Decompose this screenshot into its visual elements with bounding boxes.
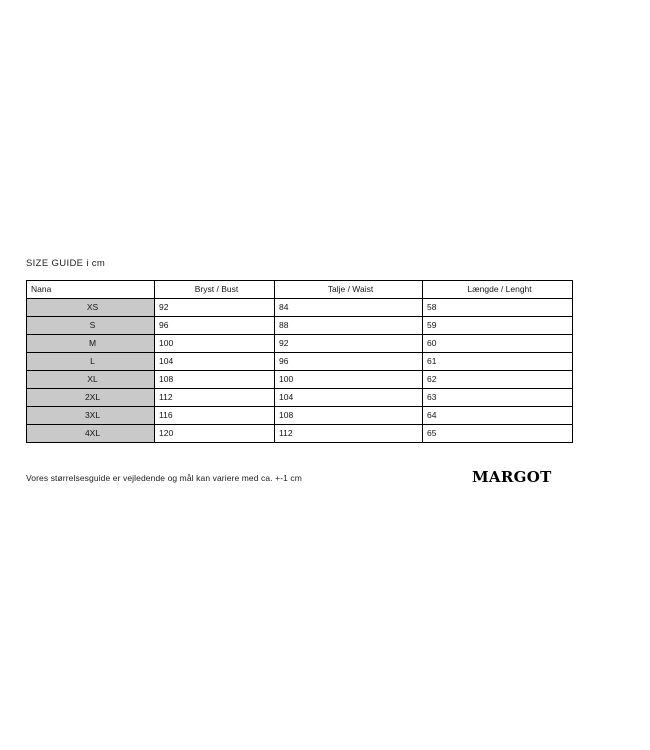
cell-size: 2XL — [27, 389, 155, 407]
cell-waist: 100 — [275, 371, 423, 389]
cell-length: 64 — [423, 407, 573, 425]
cell-length: 65 — [423, 425, 573, 443]
brand-logo: MARGOT — [472, 468, 552, 486]
table-row — [27, 371, 573, 389]
size-guide-content — [26, 258, 572, 443]
cell-size: XL — [27, 371, 155, 389]
cell-size: XS — [27, 299, 155, 317]
cell-length: 60 — [423, 335, 573, 353]
cell-size: L — [27, 353, 155, 371]
column-header-bust: Bryst / Bust — [155, 281, 275, 299]
cell-bust: 120 — [155, 425, 275, 443]
cell-bust: 96 — [155, 317, 275, 335]
table-row — [27, 425, 573, 443]
column-header-name: Nana — [27, 281, 155, 299]
cell-length: 61 — [423, 353, 573, 371]
cell-bust: 116 — [155, 407, 275, 425]
cell-waist: 84 — [275, 299, 423, 317]
cell-length: 62 — [423, 371, 573, 389]
table-row — [27, 407, 573, 425]
cell-length: 58 — [423, 299, 573, 317]
page-title: SIZE GUIDE i cm — [26, 258, 106, 269]
table-row — [27, 389, 573, 407]
cell-waist: 88 — [275, 317, 423, 335]
cell-bust: 108 — [155, 371, 275, 389]
table-row — [27, 353, 573, 371]
cell-size: 3XL — [27, 407, 155, 425]
cell-waist: 108 — [275, 407, 423, 425]
cell-length: 63 — [423, 389, 573, 407]
column-header-waist: Talje / Waist — [275, 281, 423, 299]
table-row — [27, 335, 573, 353]
cell-waist: 92 — [275, 335, 423, 353]
cell-waist: 104 — [275, 389, 423, 407]
cell-size: M — [27, 335, 155, 353]
cell-size: 4XL — [27, 425, 155, 443]
size-guide-table — [26, 280, 573, 443]
cell-waist: 112 — [275, 425, 423, 443]
table-header-row — [27, 281, 573, 299]
cell-bust: 104 — [155, 353, 275, 371]
cell-bust: 112 — [155, 389, 275, 407]
table-row — [27, 317, 573, 335]
cell-bust: 100 — [155, 335, 275, 353]
column-header-length: Længde / Lenght — [423, 281, 573, 299]
cell-bust: 92 — [155, 299, 275, 317]
measurement-disclaimer: Vores størrelsesguide er vejledende og mål kan variere med ca. +-1 cm — [26, 473, 302, 483]
cell-length: 59 — [423, 317, 573, 335]
table-row — [27, 299, 573, 317]
cell-size: S — [27, 317, 155, 335]
cell-waist: 96 — [275, 353, 423, 371]
